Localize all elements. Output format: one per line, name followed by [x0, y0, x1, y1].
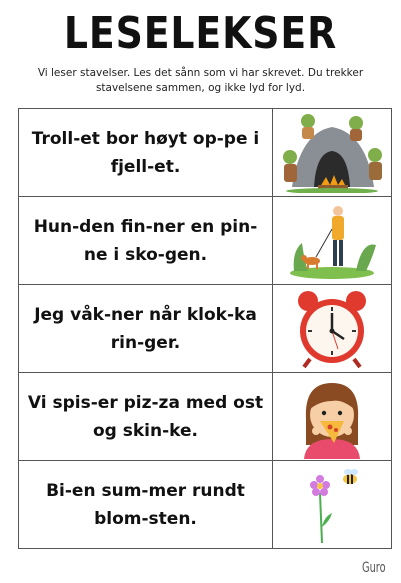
person-walking-dog-icon — [273, 197, 391, 284]
child-eating-pizza-icon — [273, 373, 391, 460]
sentence-text: Jeg våk-ner når klok-ka rin-ger. — [19, 285, 273, 372]
bee-flower-icon — [273, 461, 391, 549]
reading-table — [18, 108, 392, 549]
page-title: LESELEKSER — [63, 8, 338, 59]
table-row — [19, 109, 391, 197]
instructions: Vi leser stavelser. Les det sånn som vi har skrevet. Du trekker stavelsene sammen, og ikke lyd for lyd. — [37, 67, 364, 94]
sentence-text: Vi spis-er piz-za med ost og skin-ke. — [19, 373, 273, 460]
alarm-clock-icon — [273, 285, 391, 372]
table-row — [19, 285, 391, 373]
sentence-text: Bi-en sum-mer rundt blom-sten. — [19, 461, 273, 549]
table-row — [19, 373, 391, 461]
sentence-text: Hun-den fin-ner en pin-ne i sko-gen. — [19, 197, 273, 284]
sentence-text: Troll-et bor høyt op-pe i fjell-et. — [19, 109, 273, 196]
troll-cave-icon — [273, 109, 391, 196]
table-row — [19, 197, 391, 285]
table-row — [19, 461, 391, 549]
author-signature: Guro — [362, 560, 386, 576]
